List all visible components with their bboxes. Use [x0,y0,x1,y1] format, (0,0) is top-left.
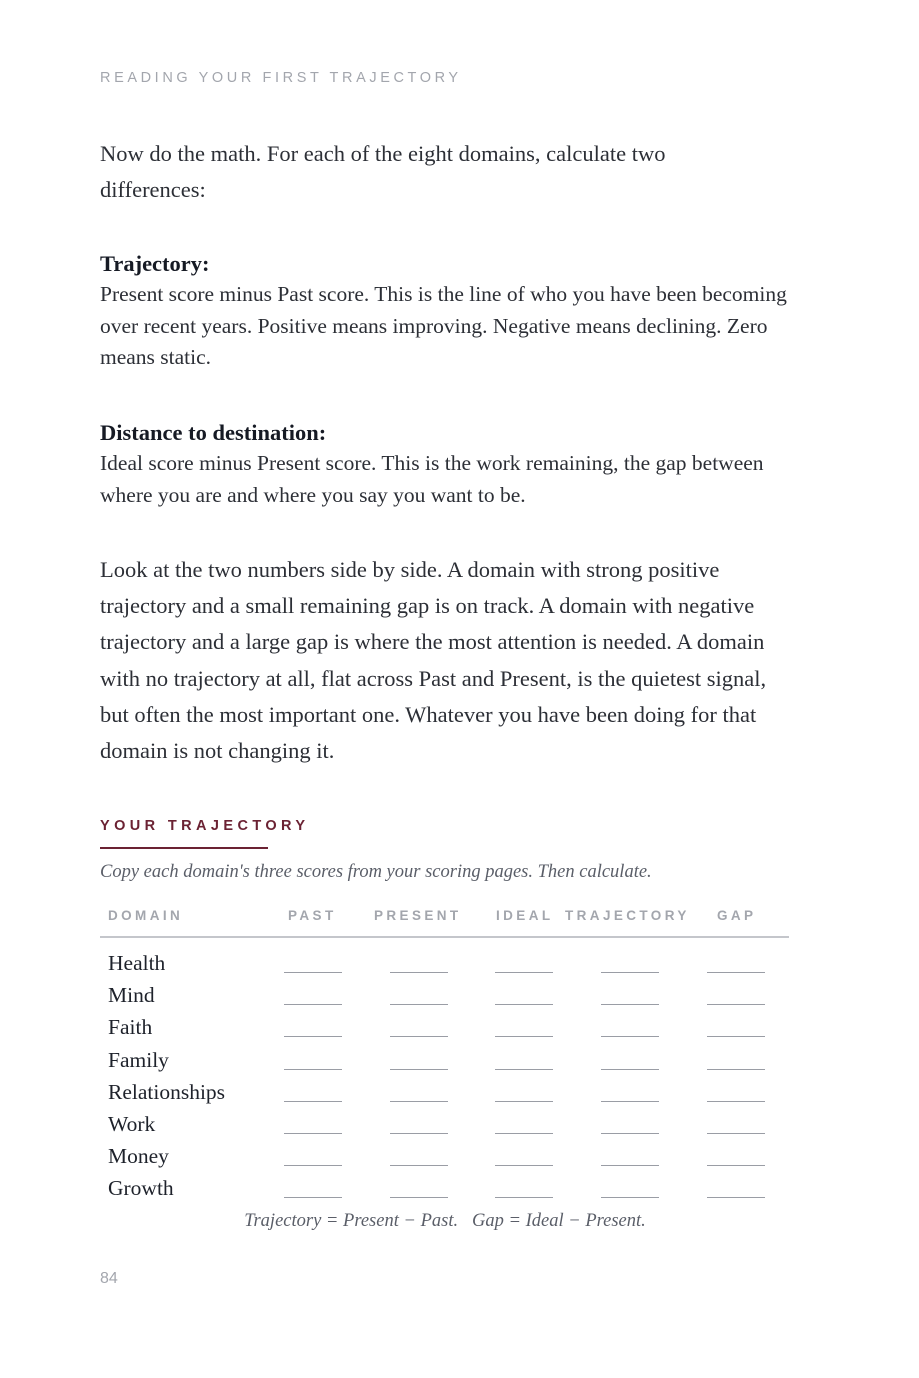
past-blank[interactable] [284,1036,342,1037]
gap-blank[interactable] [707,1101,765,1102]
ideal-blank[interactable] [495,1004,553,1005]
present-blank[interactable] [390,1069,448,1070]
definition-term: Trajectory: [100,251,210,276]
domain-label: Money [108,1144,169,1169]
header-rule [100,936,789,938]
trajectory-blank[interactable] [601,972,659,973]
trajectory-blank[interactable] [601,1165,659,1166]
gap-blank[interactable] [707,1197,765,1198]
present-blank[interactable] [390,1004,448,1005]
gap-blank[interactable] [707,972,765,973]
formula-note: Trajectory = Present − Past. Gap = Ideal − Present. [244,1211,646,1231]
look-paragraph: Look at the two numbers side by side. A domain with strong positive trajectory and a small remaining gap is on track. A domain with negative trajectory and a large gap is where the most attention is needed. A domain with no trajectory at all, flat across Past and Present, is the quietest signal, but often the most important one. Whatever you have been doing for that domain is not changing it. [100,557,767,764]
column-header-ideal: IDEAL [496,908,554,923]
table-row [100,1078,790,1110]
past-blank[interactable] [284,1197,342,1198]
past-blank[interactable] [284,1101,342,1102]
present-blank[interactable] [390,1101,448,1102]
past-blank[interactable] [284,1069,342,1070]
present-blank[interactable] [390,1197,448,1198]
trajectory-blank[interactable] [601,1069,659,1070]
ideal-blank[interactable] [495,1036,553,1037]
column-header-gap: GAP [717,908,757,923]
present-blank[interactable] [390,972,448,973]
domain-label: Growth [108,1176,174,1201]
column-header-past: PAST [288,908,337,923]
ideal-blank[interactable] [495,1165,553,1166]
domain-label: Faith [108,1015,153,1040]
trajectory-blank[interactable] [601,1197,659,1198]
trajectory-blank[interactable] [601,1101,659,1102]
column-header-present: PRESENT [374,908,462,923]
table-row [100,1013,790,1045]
past-blank[interactable] [284,1133,342,1134]
table-row [100,949,790,981]
intro-paragraph: Now do the math. For each of the eight domains, calculate two differences: [100,141,666,202]
past-blank[interactable] [284,1165,342,1166]
ideal-blank[interactable] [495,972,553,973]
title-underline [100,847,268,849]
ideal-blank[interactable] [495,1101,553,1102]
page-number: 84 [100,1270,118,1287]
running-head: READING YOUR FIRST TRAJECTORY [100,70,462,86]
gap-blank[interactable] [707,1004,765,1005]
table-row [100,1110,790,1142]
gap-blank[interactable] [707,1036,765,1037]
gap-blank[interactable] [707,1069,765,1070]
table-row [100,981,790,1013]
definition-term: Distance to destination: [100,420,327,445]
ideal-blank[interactable] [495,1069,553,1070]
trajectory-blank[interactable] [601,1004,659,1005]
ideal-blank[interactable] [495,1133,553,1134]
domain-label: Relationships [108,1079,226,1104]
table-row [100,1174,790,1206]
definition-body: Present score minus Past score. This is the line of who you have been becoming over recent years. Positive means improving. Negative means declining. Zero means static. [100,282,787,369]
ideal-blank[interactable] [495,1197,553,1198]
column-header-trajectory: TRAJECTORY [565,908,690,923]
table-row [100,1046,790,1078]
column-header-domain: DOMAIN [108,908,184,923]
table-row [100,1142,790,1174]
gap-blank[interactable] [707,1133,765,1134]
worksheet-title: YOUR TRAJECTORY [100,818,310,834]
past-blank[interactable] [284,1004,342,1005]
domain-label: Health [108,951,166,975]
present-blank[interactable] [390,1036,448,1037]
worksheet-instruction: Copy each domain's three scores from your scoring pages. Then calculate. [100,862,652,882]
gap-blank[interactable] [707,1165,765,1166]
present-blank[interactable] [390,1165,448,1166]
trajectory-blank[interactable] [601,1133,659,1134]
definition-distance [100,418,790,511]
trajectory-blank[interactable] [601,1036,659,1037]
past-blank[interactable] [284,972,342,973]
domain-label: Family [108,1047,169,1072]
domain-label: Mind [108,983,155,1008]
domain-label: Work [108,1112,156,1136]
definition-trajectory [100,249,790,374]
present-blank[interactable] [390,1133,448,1134]
definition-body: Ideal score minus Present score. This is the work remaining, the gap between where you are and where you say you want to be. [100,451,764,507]
